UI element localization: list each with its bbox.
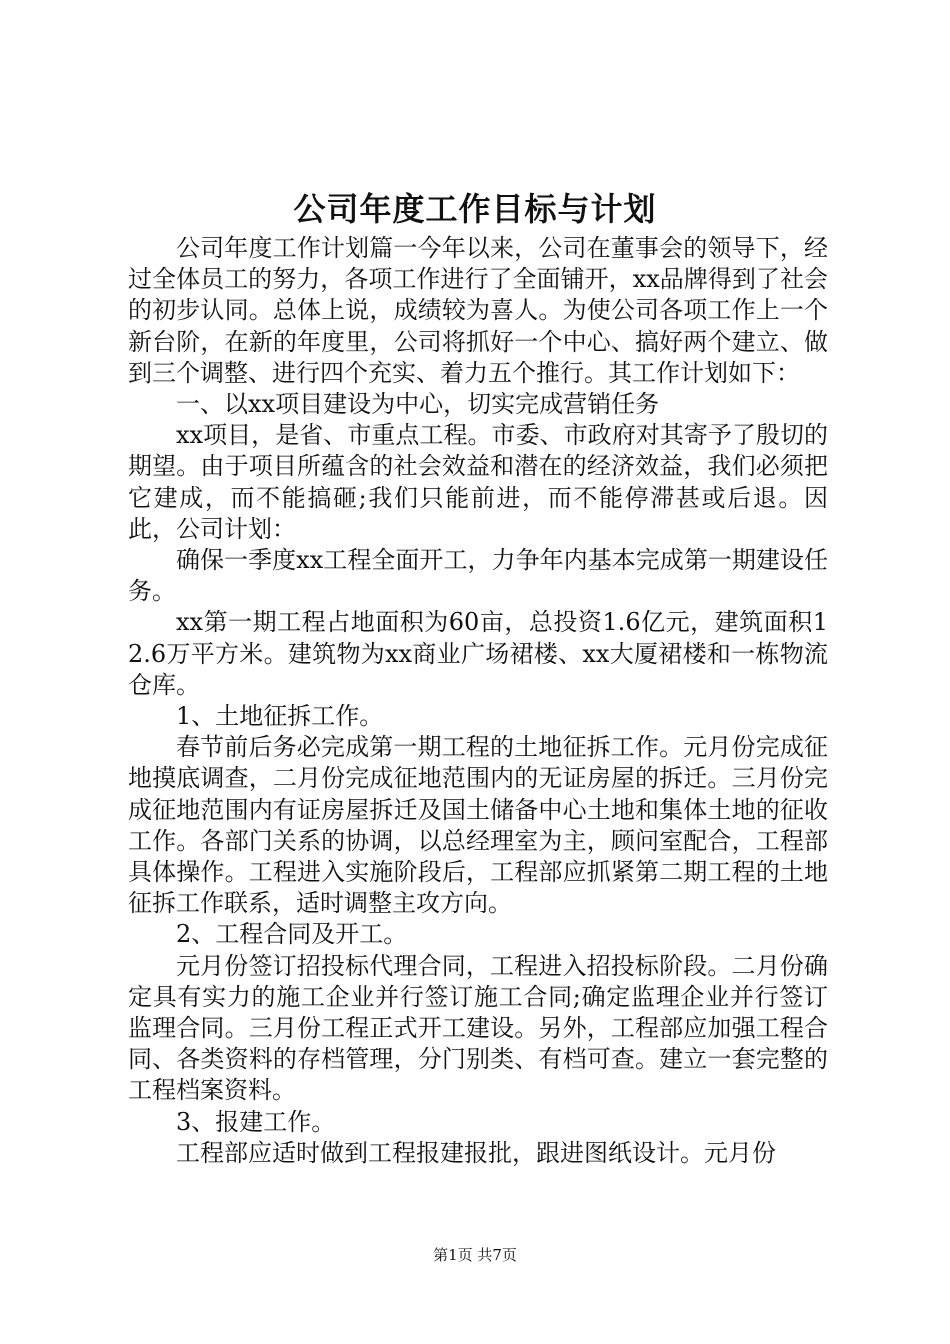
paragraph-permits: 工程部应适时做到工程报建报批，跟进图纸设计。元月份 — [176, 1138, 776, 1167]
paragraph-phase-one: xx第一期工程占地面积为60亩，总投资1.6亿元，建筑面积12.6万平方米。建筑物为xx商业广场裙楼、xx大厦裙楼和一栋物流仓库。 — [128, 608, 828, 699]
paragraph-intro: 公司年度工作计划篇一今年以来，公司在董事会的领导下，经过全体员工的努力，各项工作进行了全面铺开，xx品牌得到了社会的初步认同。总体上说，成绩较为喜人。为使公司各项工作上一个新台阶，在新的年度里，公司将抓好一个中心、搞好两个建立、做到三个调整、进行四个充实、着力五个推行。其工作计划如下： — [128, 234, 828, 387]
paragraph-project: xx项目，是省、市重点工程。市委、市政府对其寄予了殷切的期望。由于项目所蕴含的社会效益和潜在的经济效益，我们必须把它建成，而不能搞砸;我们只能前进，而不能停滞甚或后退。因此，公司计划： — [128, 421, 828, 543]
paragraph-contracts: 元月份签订招投标代理合同，工程进入招投标阶段。二月份确定具有实力的施工企业并行签订施工合同;确定监理企业并行签订监理合同。三月份工程正式开工建设。另外，工程部应加强工程合同、各类资料的存档管理，分门别类、有档可查。建立一套完整的工程档案资料。 — [128, 951, 828, 1105]
document-body — [128, 233, 828, 1169]
paragraph-goal: 确保一季度xx工程全面开工，力争年内基本完成第一期建设任务。 — [128, 546, 828, 606]
paragraph-land-work: 春节前后务必完成第一期工程的土地征拆工作。元月份完成征地摸底调查，二月份完成征地范围内的无证房屋的拆迁。三月份完成征地范围内有证房屋拆迁及国土储备中心土地和集体土地的征收工作。各部门关系的协调，以总经理室为主，顾问室配合，工程部具体操作。工程进入实施阶段后，工程部应抓紧第二期工程的土地征拆工作联系，适时调整主攻方向。 — [128, 733, 828, 918]
heading-land-work: 1、土地征拆工作。 — [176, 702, 384, 731]
heading-contracts: 2、工程合同及开工。 — [176, 920, 408, 949]
heading-section-1: 一、以xx项目建设为中心，切实完成营销任务 — [176, 390, 660, 419]
heading-permits: 3、报建工作。 — [176, 1107, 336, 1136]
page-number-footer: 第1页 共7页 — [433, 1246, 517, 1264]
document-title: 公司年度工作目标与计划 — [293, 190, 657, 228]
